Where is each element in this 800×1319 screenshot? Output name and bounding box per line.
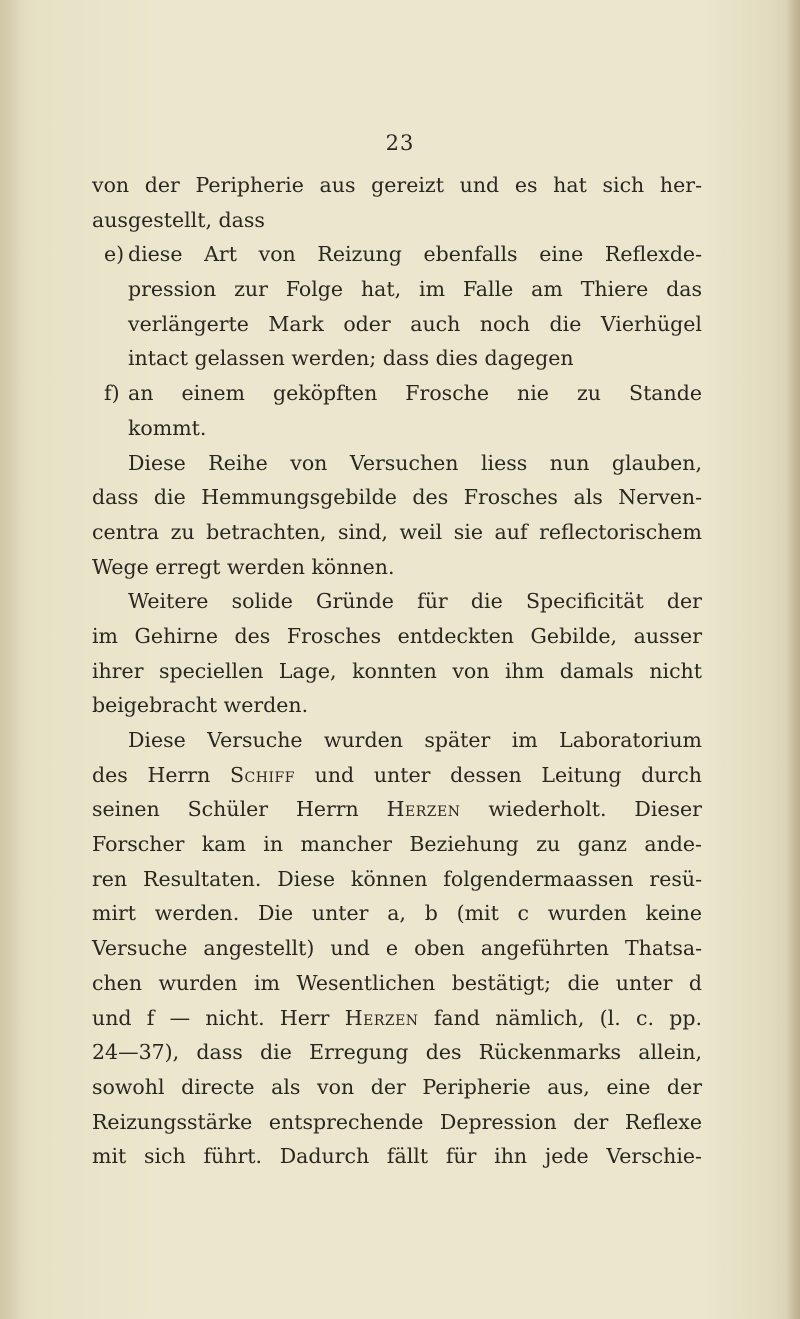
paragraph-start: Diese Versuche wurden später im Laboratorium (128, 728, 702, 752)
page-number: 23 (385, 131, 415, 155)
text-run: und unter dessen Leitung durch (294, 762, 702, 787)
author-name: Herzen (386, 797, 461, 822)
author-name: Schiff (229, 762, 295, 787)
text-line: sowohl directe als von der Peripherie aus, eine der (92, 1074, 702, 1099)
text-run: fand nämlich, (l. c. pp. (418, 1005, 702, 1030)
text-line: chen wurden im Wesentlichen bestätigt; die unter d (92, 970, 702, 995)
text-line: mit sich führt. Dadurch fällt für ihn jede Verschie- (92, 1144, 702, 1169)
page-shadow-right (786, 0, 800, 1319)
text-line: Wege erregt werden können. (92, 554, 395, 579)
list-item-text: diese Art von Reizung ebenfalls eine Reflexde- (128, 242, 702, 267)
text-line: mirt werden. Die unter a, b (mit c wurden keine (92, 901, 702, 926)
text-line: intact gelassen werden; dass dies dagegen (128, 346, 574, 371)
text-line (92, 758, 702, 793)
author-name: Herzen (344, 1005, 419, 1030)
paragraph-start: Weitere solide Gründe für die Specificität der (128, 589, 702, 614)
list-marker: e) (104, 242, 125, 267)
text-line: verlängerte Mark oder auch noch die Vierhügel (128, 311, 702, 336)
text-run: wiederholt. Dieser (460, 797, 702, 822)
text-line: kommt. (128, 415, 207, 440)
text-line: centra zu betrachten, sind, weil sie auf reflectorischem (92, 519, 702, 544)
text-line: beigebracht werden. (92, 693, 309, 718)
text-run: des Herrn (92, 762, 230, 787)
paragraph-start: Diese Reihe von Versuchen liess nun glauben, (128, 450, 702, 475)
text-line: im Gehirne des Frosches entdeckten Gebilde, ausser (92, 623, 702, 648)
text-line: dass die Hemmungsgebilde des Frosches als Nerven- (92, 485, 702, 510)
text-line: 24—37), dass die Erregung des Rückenmarks allein, (92, 1040, 702, 1065)
page-shadow-left (0, 0, 22, 1319)
text-line: von der Peripherie aus gereizt und es hat sich her- (92, 173, 702, 197)
text-line: Forscher kam in mancher Beziehung zu ganz ande- (92, 832, 702, 857)
text-line: Versuche angestellt) und e oben angeführten Thatsa- (92, 936, 702, 961)
list-item-f (92, 376, 702, 411)
text-line (92, 1001, 702, 1036)
text-line: Reizungsstärke entsprechende Depression der Reflexe (92, 1109, 702, 1134)
text-run: seinen Schüler Herrn (92, 797, 387, 822)
text-line: ihrer speciellen Lage, konnten von ihm damals nicht (92, 658, 702, 683)
list-item-e (92, 237, 702, 272)
body-text (92, 168, 702, 1174)
text-run: und f — nicht. Herr (92, 1005, 345, 1030)
text-line: ausgestellt, dass (92, 207, 265, 232)
text-line: pression zur Folge hat, im Falle am Thiere das (128, 277, 702, 302)
list-item-text: an einem geköpften Frosche nie zu Stande (128, 381, 702, 406)
text-line (92, 792, 702, 827)
text-line: ren Resultaten. Diese können folgendermaassen resü- (92, 866, 702, 891)
list-marker: f) (104, 381, 120, 406)
